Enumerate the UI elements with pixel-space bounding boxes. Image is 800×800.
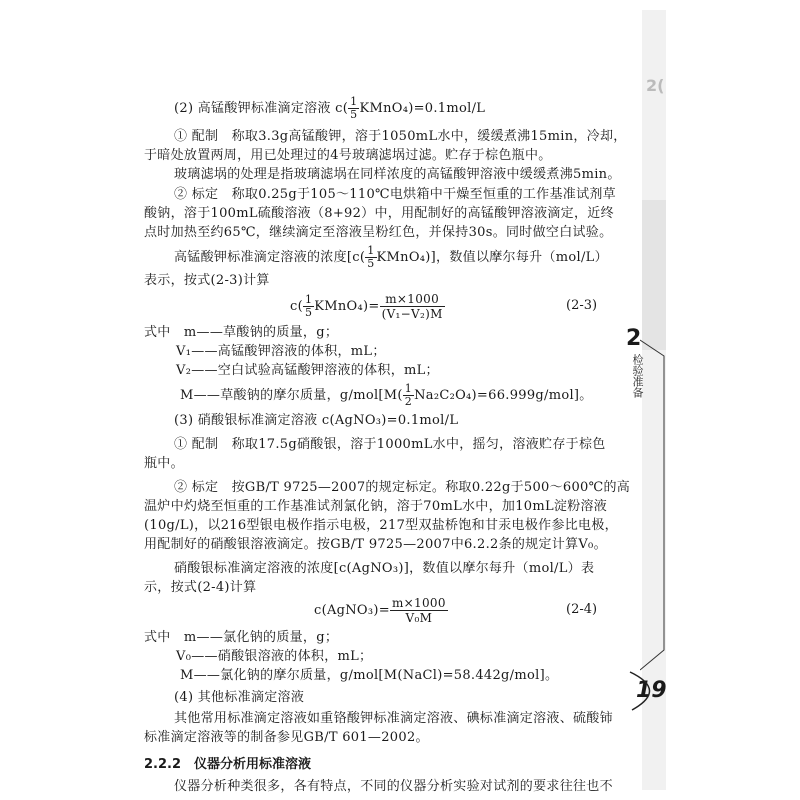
variable-definition: 式中 m——草酸钠的质量，g；: [144, 325, 339, 340]
paragraph-line: 其他常用标准滴定溶液如重铬酸钾标准滴定溶液、碘标准滴定溶液、硫酸铈: [174, 711, 613, 726]
variable-definition: M——草酸钠的摩尔质量，g/mol[M( $\frac{1}{2}$ Na₂C₂O₄)=66.999g/mol]。: [180, 382, 593, 408]
paragraph-line: ① 配制 称取3.3g高锰酸钾，溶于1050mL水中，缓缓煮沸15min，冷却，: [174, 129, 627, 144]
paragraph-line: 标准滴定溶液等的制备参见GB/T 601—2002。: [144, 730, 429, 745]
corner-mark: 2(: [646, 76, 665, 95]
paragraph-line: 于暗处放置两周，用已处理过的4号玻璃滤埚过滤。贮存于棕色瓶中。: [144, 148, 552, 163]
section-3-title: (3) 硝酸银标准滴定溶液 c(AgNO₃)=0.1mol/L: [174, 413, 459, 428]
paragraph-line: 硝酸银标准滴定溶液的浓度[c(AgNO₃)]，数值以摩尔每升（mol/L）表: [174, 561, 595, 576]
section-2-title: (2) 高锰酸钾标准滴定溶液 c( $\frac{1}{5}$ KMnO₄)=0.1mol/L: [174, 95, 486, 121]
equation-2-4: c(AgNO₃)= $\frac{m\times 1000}{\text{V₀M}}$: [314, 596, 446, 625]
paragraph-line: 玻璃滤埚的处理是指玻璃滤埚在同样浓度的高锰酸钾溶液中缓缓煮沸5min。: [174, 167, 621, 182]
paragraph-line: 温炉中灼烧至恒重的工作基准试剂氯化钠，溶于70mL水中，加10mL淀粉溶液: [144, 499, 608, 514]
fraction-one-fifth: $\frac{1}{5}$: [350, 95, 358, 121]
fraction-one-fifth: $\frac{1}{5}$: [304, 293, 313, 319]
equation-fraction: $\frac{m\times 1000}{\text{(V₁−V₂)M}}$: [381, 292, 443, 321]
chapter-label: 检验准备: [631, 354, 644, 398]
paragraph-line: 酸钠，溶于100mL硫酸溶液（8+92）中，用配制好的高锰酸钾溶液滴定，近终: [144, 206, 614, 221]
variable-definition: 式中 m——氯化钠的质量，g；: [144, 630, 339, 645]
paragraph-line: 仪器分析种类很多，各有特点，不同的仪器分析实验对试剂的要求往往也不: [174, 779, 613, 794]
variable-definition: M——氯化钠的摩尔质量，g/mol[M(NaCl)=58.442g/mol]。: [180, 668, 559, 683]
variable-definition: V₁——高锰酸钾溶液的体积，mL；: [176, 344, 386, 359]
equation-number: (2-3): [566, 298, 598, 313]
paragraph-line: 表示，按式(2-3)计算: [144, 273, 270, 288]
paragraph-line: ② 标定 按GB/T 9725—2007的规定标定。称取0.22g于500～600℃的高: [174, 480, 631, 495]
fraction-one-fifth: $\frac{1}{5}$: [367, 244, 375, 270]
equation-number: (2-4): [566, 602, 598, 617]
equation-fraction: $\frac{m\times 1000}{\text{V₀M}}$: [391, 596, 446, 625]
equation-2-3: c( $\frac{1}{5}$ KMnO₄)= $\frac{m\times 1000}{\text{(V₁−V₂)M}}$: [290, 292, 443, 321]
paragraph-line: (10g/L)，以216型银电极作指示电极，217型双盐桥饱和甘汞电极作参比电极，: [144, 518, 618, 533]
section-heading-2-2-2: 2.2.2 仪器分析用标准溶液: [144, 757, 312, 772]
paragraph-line: 高锰酸钾标准滴定溶液的浓度[c( $\frac{1}{5}$ KMnO₄)]，数值以摩尔每升（mol/L）: [174, 244, 608, 270]
paragraph-line: ② 标定 称取0.25g于105～110℃电烘箱中干燥至恒重的工作基准试剂草: [174, 187, 616, 202]
page-number-arc: [620, 668, 670, 714]
paragraph-line: 用配制好的硝酸银溶液滴定。按GB/T 9725—2007中6.2.2条的规定计算V₀。: [144, 537, 607, 552]
page-number: 19: [636, 678, 667, 703]
paragraph-line: ① 配制 称取17.5g硝酸银，溶于1000mL水中，摇匀，溶液贮存于棕色: [174, 437, 606, 452]
paragraph-line: 示，按式(2-4)计算: [144, 580, 257, 595]
variable-definition: V₀——硝酸银溶液的体积，mL；: [176, 649, 373, 664]
section-4-title: (4) 其他标准滴定溶液: [174, 690, 305, 705]
paragraph-line: 点时加热至约65℃，继续滴定至溶液呈粉红色，并保持30s。同时做空白试验。: [144, 225, 613, 240]
paragraph-line: 瓶中。: [144, 456, 184, 471]
chapter-number: 2: [626, 326, 642, 351]
variable-definition: V₂——空白试验高锰酸钾溶液的体积，mL；: [176, 363, 439, 378]
fraction-one-half: $\frac{1}{2}$: [404, 382, 413, 408]
